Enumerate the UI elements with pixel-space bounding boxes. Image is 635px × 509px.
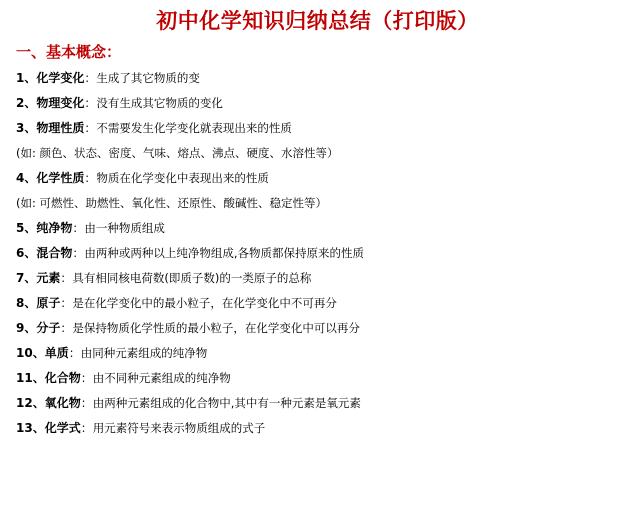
list-item-note: (如: 颜色、状态、密度、气味、熔点、沸点、硬度、水溶性等） [16,146,339,160]
item-separator: ： [60,271,73,285]
item-number: 1、 [16,71,37,85]
item-number: 9、 [16,321,37,335]
item-term: 化学变化 [36,71,85,85]
item-term: 物理性质 [36,121,85,135]
item-separator: ： [84,171,97,185]
item-separator: ： [84,121,97,135]
item-separator: ： [72,246,85,260]
item-number: 6、 [16,246,37,260]
item-definition: 由两种元素组成的化合物中,其中有一种元素是氧元素 [92,396,361,410]
item-number: 2、 [16,96,37,110]
item-number: 10、 [16,346,45,360]
list-item [16,95,621,111]
item-definition: 由两种或两种以上纯净物组成,各物质都保持原来的性质 [84,246,365,260]
concept-list [14,70,621,436]
item-term: 化学式 [44,421,81,435]
item-definition: 是保持物质化学性质的最小粒子，在化学变化中可以再分 [72,321,360,335]
item-term: 物理变化 [36,96,85,110]
list-item [16,70,621,86]
list-item [16,345,621,361]
item-definition: 生成了其它物质的变 [96,71,200,85]
list-item [16,395,621,411]
item-separator: ： [80,421,93,435]
section-heading-basic-concepts: 一、基本概念： [16,43,122,61]
list-item [16,420,621,436]
item-separator: ： [80,371,93,385]
item-term: 混合物 [36,246,73,260]
list-item [16,245,621,261]
list-item [16,320,621,336]
item-number: 8、 [16,296,37,310]
list-item [16,220,621,236]
item-separator: ： [68,346,81,360]
item-separator: ： [72,221,85,235]
item-definition: 用元素符号来表示物质组成的式子 [92,421,266,435]
item-separator: ： [60,296,73,310]
item-term: 单质 [44,346,69,360]
item-definition: 是在化学变化中的最小粒子，在化学变化中不可再分 [72,296,337,310]
item-separator: ： [84,71,97,85]
item-number: 7、 [16,271,37,285]
item-term: 纯净物 [36,221,73,235]
list-item [16,270,621,286]
item-term: 分子 [36,321,61,335]
item-number: 4、 [16,171,37,185]
item-term: 元素 [36,271,61,285]
item-definition: 物质在化学变化中表现出来的性质 [96,171,269,185]
item-term: 化学性质 [36,171,85,185]
item-term: 氧化物 [44,396,81,410]
item-term: 化合物 [44,371,81,385]
item-number: 3、 [16,121,37,135]
item-number: 11、 [16,371,45,385]
item-definition: 不需要发生化学变化就表现出来的性质 [96,121,292,135]
item-number: 13、 [16,421,45,435]
list-item [16,295,621,311]
item-number: 12、 [16,396,45,410]
list-item [16,170,621,186]
page-title: 初中化学知识归纳总结（打印版） [156,8,479,33]
item-separator: ： [60,321,73,335]
list-item [16,120,621,136]
list-item [16,370,621,386]
item-definition: 没有生成其它物质的变化 [96,96,223,110]
item-separator: ： [84,96,97,110]
item-term: 原子 [36,296,61,310]
item-definition: 具有相同核电荷数(即质子数)的一类原子的总称 [72,271,312,285]
item-definition: 由不同种元素组成的纯净物 [92,371,231,385]
item-number: 5、 [16,221,37,235]
item-separator: ： [80,396,93,410]
list-item-note: (如: 可燃性、助燃性、氧化性、还原性、酸碱性、稳定性等） [16,196,328,210]
item-definition: 由同种元素组成的纯净物 [80,346,208,360]
item-definition: 由一种物质组成 [84,221,165,235]
